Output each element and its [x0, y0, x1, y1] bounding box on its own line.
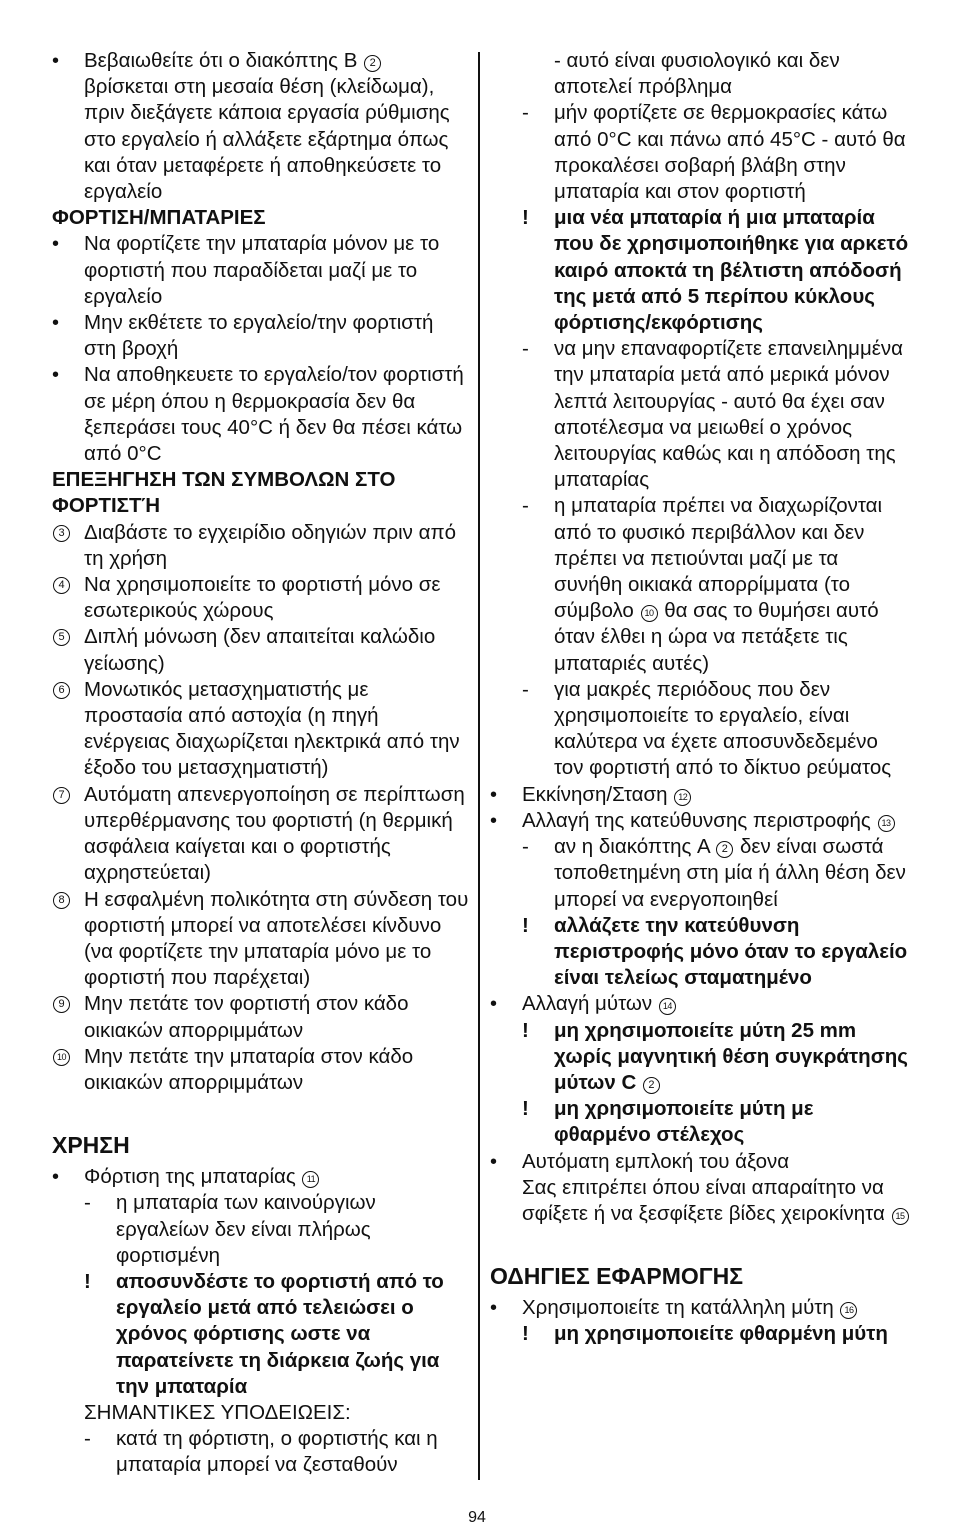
warning-marker: !	[522, 1097, 529, 1121]
item-text: Αυτόματη εμπλοκή του άξονα	[522, 1149, 790, 1173]
item-text: μήν φορτίζετε σε θερμοκρασίες κάτω από 0°C και πάνω από 45°C - αυτό θα προκαλέσει σοβαρή βλάβη στην μπαταρία και στον φορτιστή	[554, 101, 906, 204]
column-divider	[478, 52, 480, 1480]
dash-marker: -	[522, 835, 529, 859]
sub-item	[52, 1190, 470, 1269]
item-text: Διαβάστε το εγχειρίδιο οδηγιών πριν από τη χρήση	[84, 520, 457, 570]
callout-number: 12	[674, 789, 691, 806]
item-text: να μην επαναφορτίζετε επανειλημμένα την μπαταρία μετά από μερικά μόνον λεπτά λειτουργίας - αυτό θα έχει σαν αποτέλεσμα να μειωθεί ο χρόνος λειτουργίας καθώς και η απόδοση της μπαταρίας	[554, 337, 904, 492]
callout-number: 9	[53, 996, 70, 1013]
callout-number: 2	[716, 841, 733, 858]
item-text: Αλλαγή μύτων	[522, 992, 653, 1016]
sub-item	[490, 336, 910, 493]
item-text: Σας επιτρέπει όπου είναι απαραίτητο να σφίξετε ή να ξεσφίξετε βίδες χειροκίνητα	[522, 1175, 885, 1225]
warning-item	[490, 205, 910, 336]
list-item	[52, 231, 470, 310]
warning-marker: !	[522, 913, 529, 937]
sub-item	[490, 834, 910, 913]
warning-marker: !	[522, 1018, 529, 1042]
item-text: Βεβαιωθείτε ότι ο διακόπτης B	[84, 49, 358, 72]
sub-item	[490, 100, 910, 205]
warning-marker: !	[522, 1322, 529, 1346]
item-text: μια νέα μπαταρία ή μια μπαταρία που δε χρησιμοποιήθηκε για αρκετό καιρό αποκτά τη βέλτιστη απόδοσή της μετά από 5 περίπου κύκλους φόρτισης/εκφόρτισης	[554, 206, 909, 335]
item-text: μη χρησιμοποιείτε μύτη 25 mm χωρίς μαγνητική θέση συγκράτησης μύτων C	[554, 1018, 908, 1094]
callout-number: 15	[892, 1208, 909, 1225]
item-text: μη χρησιμοποιείτε φθαρμένη μύτη	[554, 1322, 888, 1346]
callout-number: 10	[53, 1049, 70, 1066]
item-text: Μην πετάτε την μπαταρία στον κάδο οικιακών απορριμμάτων	[84, 1044, 414, 1094]
item-text: αλλάζετε την κατεύθυνση περιστροφής μόνο όταν το εργαλείο είναι τελείως σταματημένο	[554, 913, 908, 990]
item-text: Μην εκθέτετε το εργαλείο/την φορτιστή στη βροχή	[84, 311, 434, 361]
section-title-application: ΟΔΗΓΙΕΣ ΕΦΑΡΜΟΓΗΣ	[490, 1263, 743, 1290]
list-item	[52, 362, 470, 467]
continued-text: - αυτό είναι φυσιολογικό και δεν αποτελεί πρόβλημα	[554, 49, 840, 99]
item-text: Να αποθηκευετε το εργαλείο/τον φορτιστή σε μέρη όπου η θερμοκρασία δεν θα ξεπεράσει τους 40°C ή δεν θα πέσει κάτω από 0°C	[84, 363, 464, 466]
callout-number: 7	[53, 787, 70, 804]
item-text: κατά τη φόρτιστη, ο φορτιστής και η μπαταρία μπορεί να ζεσταθούν	[116, 1427, 438, 1477]
bullet-marker: •	[52, 50, 60, 72]
sub-item	[490, 677, 910, 782]
right-column	[490, 48, 910, 1348]
symbol-item	[52, 677, 470, 782]
item-text: Φόρτιση της μπαταρίας	[84, 1165, 296, 1189]
callout-number: 11	[302, 1171, 319, 1188]
list-item	[52, 310, 470, 362]
bullet-marker: •	[490, 1297, 498, 1320]
warning-item	[490, 1096, 910, 1148]
callout-number: 14	[659, 998, 676, 1015]
callout-number: 6	[53, 682, 70, 699]
bullet-marker: •	[52, 364, 60, 387]
item-text: η μπαταρία πρέπει να διαχωρίζονται από το φυσικό περιβάλλον και δεν πρέπει να πετιούνται μαζί με τα συνήθη οικιακά απορρίμματα (το σύμβολο	[554, 494, 883, 623]
list-item	[490, 1149, 910, 1175]
item-text: Να φορτίζετε την μπαταρία μόνον με το φορτιστή που παραδίδεται μαζί με το εργαλείο	[84, 232, 440, 308]
warning-item	[490, 1018, 910, 1097]
bullet-marker: •	[490, 1150, 498, 1173]
dash-marker: -	[522, 101, 529, 125]
callout-number: 2	[643, 1077, 660, 1094]
callout-number: 10	[641, 605, 658, 622]
item-text: Η εσφαλμένη πολικότητα στη σύνδεση του φορτιστή μπορεί να αποτελέσει κίνδυνο (να φορτίζετε την μπαταρία μόνο με το φορτιστή που παρέχεται)	[84, 887, 469, 990]
item-text: Αλλαγή της κατεύθυνσης περιστροφής	[522, 808, 871, 832]
item-text: Διπλή μόνωση (δεν απαιτείται καλώδιο γείωσης)	[84, 625, 436, 675]
item-text: αποσυνδέστε το φορτιστή από το εργαλείο μετά από τελειώσει ο χρόνος φόρτισης ωστε να παρατείνετε τη διάρκεια ζωής για την μπαταρία	[116, 1269, 444, 1398]
dash-marker: -	[522, 337, 529, 361]
item-text: θα σας το θυμήσει αυτό όταν έλθει η ώρα να πετάξετε τις μπαταριές αυτές)	[554, 599, 879, 675]
warning-item	[490, 913, 910, 992]
item-text: Εκκίνηση/Σταση	[522, 782, 668, 806]
warning-item	[52, 1269, 470, 1400]
warning-item	[490, 1321, 910, 1347]
section-heading-symbols: ΕΠΕΞΗΓΗΣΗ ΤΩΝ ΣΥΜΒΟΛΩΝ ΣΤΟ ΦΟΡΤΙΣΤΉ	[52, 468, 396, 518]
item-text: Μην πετάτε τον φορτιστή στον κάδο οικιακών απορριμμάτων	[84, 992, 409, 1042]
item-text: Αυτόματη απενεργοποίηση σε περίπτωση υπερθέρμανσης του φορτιστή (η θερμική ασφάλεια καίγεται και ο φορτιστής αχρηστεύεται)	[84, 782, 465, 885]
item-text: μη χρησιμοποιείτε μύτη με φθαρμένο στέλεχος	[554, 1097, 814, 1147]
bullet-marker: •	[52, 312, 60, 335]
callout-number: 2	[364, 55, 381, 72]
list-item	[52, 1164, 470, 1190]
list-item	[52, 48, 470, 205]
list-item	[490, 1295, 910, 1321]
callout-number: 16	[840, 1302, 857, 1319]
callout-number: 3	[53, 525, 70, 542]
bullet-marker: •	[490, 809, 498, 832]
dash-marker: -	[84, 1191, 91, 1215]
list-item	[490, 991, 910, 1017]
notes-label: ΣΗΜΑΝΤΙΚΕΣ ΥΠΟΔΕΙΩΕΙΣ:	[84, 1400, 351, 1424]
left-column	[52, 48, 470, 1479]
callout-number: 13	[878, 815, 895, 832]
symbol-item	[52, 572, 470, 624]
item-text: δεν είναι σωστά τοποθετημένη στη μία ή άλλη θέση δεν μπορεί να ενεργοποιηθεί	[554, 835, 906, 911]
dash-marker: -	[522, 494, 529, 518]
symbol-item	[52, 1044, 470, 1096]
warning-marker: !	[84, 1269, 91, 1293]
bullet-marker: •	[52, 233, 60, 256]
symbol-item	[52, 520, 470, 572]
item-text: Να χρησιμοποιείτε το φορτιστή μόνο σε εσωτερικούς χώρους	[84, 573, 441, 623]
bullet-marker: •	[490, 783, 498, 806]
symbol-item	[52, 782, 470, 887]
symbol-item	[52, 887, 470, 992]
callout-number: 5	[53, 629, 70, 646]
warning-marker: !	[522, 206, 529, 230]
list-item	[490, 808, 910, 834]
section-title-use: ΧΡΗΣΗ	[52, 1132, 130, 1159]
dash-marker: -	[84, 1427, 91, 1451]
callout-number: 4	[53, 577, 70, 594]
bullet-marker: •	[490, 993, 498, 1016]
section-heading-charging: ΦΟΡΤΙΣΗ/ΜΠΑΤΑΡΙΕΣ	[52, 206, 266, 230]
page-number: 94	[468, 1509, 486, 1526]
list-item	[490, 782, 910, 808]
item-text: Χρησιμοποιείτε τη κατάλληλη μύτη	[522, 1296, 834, 1320]
symbol-item	[52, 991, 470, 1043]
item-text: βρίσκεται στη μεσαία θέση (κλείδωμα), πριν διεξάγετε κάποια εργασία ρύθμισης στο εργαλείο ή αλλάξετε εξάρτημα όπως και όταν μεταφέρετε ή αποθηκεύσετε το εργαλείο	[84, 75, 450, 204]
dash-marker: -	[522, 677, 529, 701]
item-text: για μακρές περιόδους που δεν χρησιμοποιείτε το εργαλείο, είναι καλύτερα να έχετε αποσυνδεδεμένο τον φορτιστή από το δίκτυο ρεύματος	[554, 677, 892, 780]
sub-item	[52, 1426, 470, 1478]
item-text: Μονωτικός μετασχηματιστής με προστασία από αστοχία (η πηγή ενέργειας διαχωρίζεται ηλεκτρικά από την έξοδο του μετασχηματιστή)	[84, 677, 460, 780]
bullet-marker: •	[52, 1166, 60, 1189]
callout-number: 8	[53, 892, 70, 909]
symbol-item	[52, 624, 470, 676]
item-text: αν η διακόπτης A	[554, 835, 710, 859]
sub-item	[490, 493, 910, 676]
item-text: η μπαταρία των καινούργιων εργαλείων δεν είναι πλήρως φορτισμένη	[116, 1191, 376, 1267]
